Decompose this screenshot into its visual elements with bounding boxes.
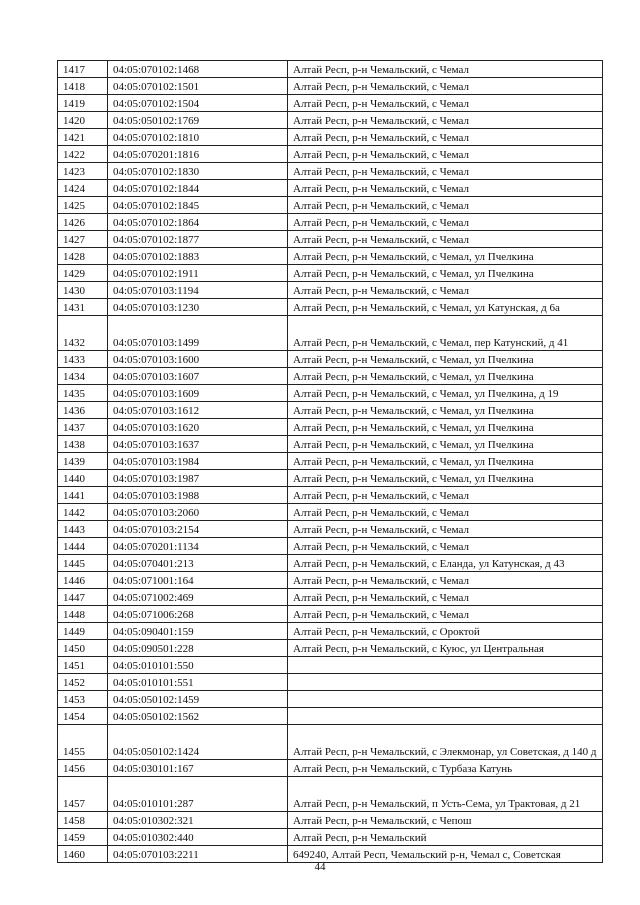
row-number-cell: 1440 xyxy=(58,470,108,487)
address-cell: Алтай Респ, р-н Чемальский xyxy=(288,829,603,846)
address-cell: Алтай Респ, р-н Чемальский, с Чемал xyxy=(288,521,603,538)
table-row xyxy=(58,197,603,214)
row-number-cell: 1422 xyxy=(58,146,108,163)
row-number-cell: 1428 xyxy=(58,248,108,265)
row-number-cell: 1446 xyxy=(58,572,108,589)
row-number-cell: 1458 xyxy=(58,812,108,829)
row-number-cell: 1431 xyxy=(58,299,108,316)
table-row xyxy=(58,538,603,555)
cadastral-number-cell: 04:05:070102:1864 xyxy=(108,214,288,231)
cadastral-number-cell: 04:05:070102:1844 xyxy=(108,180,288,197)
cadastral-number-cell: 04:05:070102:1504 xyxy=(108,95,288,112)
cadastral-number-cell: 04:05:070103:2154 xyxy=(108,521,288,538)
row-number-cell: 1423 xyxy=(58,163,108,180)
table-row xyxy=(58,214,603,231)
address-cell: Алтай Респ, р-н Чемальский, с Чемал xyxy=(288,197,603,214)
address-cell: Алтай Респ, р-н Чемальский, с Элекмонар, ул Советская, д 140 д xyxy=(288,725,603,760)
address-cell: Алтай Респ, р-н Чемальский, с Чемал, ул Пчелкина xyxy=(288,436,603,453)
table-row xyxy=(58,640,603,657)
cadastral-number-cell: 04:05:071002:469 xyxy=(108,589,288,606)
address-cell: Алтай Респ, р-н Чемальский, с Ороктой xyxy=(288,623,603,640)
address-cell: Алтай Респ, р-н Чемальский, с Чемал xyxy=(288,95,603,112)
page-number: 44 xyxy=(314,861,326,873)
cadastral-number-cell: 04:05:070103:1987 xyxy=(108,470,288,487)
cadastral-number-cell: 04:05:010101:287 xyxy=(108,777,288,812)
cadastral-number-cell: 04:05:070103:1230 xyxy=(108,299,288,316)
address-cell: Алтай Респ, р-н Чемальский, с Турбаза Катунь xyxy=(288,760,603,777)
address-cell: Алтай Респ, р-н Чемальский, с Чемал xyxy=(288,487,603,504)
row-number-cell: 1454 xyxy=(58,708,108,725)
address-cell: Алтай Респ, р-н Чемальский, с Чемал xyxy=(288,231,603,248)
table-row xyxy=(58,248,603,265)
row-number-cell: 1426 xyxy=(58,214,108,231)
cadastral-number-cell: 04:05:070103:1612 xyxy=(108,402,288,419)
cadastral-number-cell: 04:05:050102:1459 xyxy=(108,691,288,708)
table-row xyxy=(58,282,603,299)
property-register-table xyxy=(57,60,603,863)
table-row xyxy=(58,402,603,419)
row-number-cell: 1425 xyxy=(58,197,108,214)
address-cell: Алтай Респ, р-н Чемальский, с Чемал xyxy=(288,78,603,95)
cadastral-number-cell: 04:05:070103:1194 xyxy=(108,282,288,299)
row-number-cell: 1429 xyxy=(58,265,108,282)
table-row xyxy=(58,623,603,640)
row-number-cell: 1434 xyxy=(58,368,108,385)
table-row xyxy=(58,419,603,436)
cadastral-number-cell: 04:05:050102:1769 xyxy=(108,112,288,129)
table-row xyxy=(58,812,603,829)
row-number-cell: 1450 xyxy=(58,640,108,657)
table-row xyxy=(58,61,603,78)
address-cell: Алтай Респ, р-н Чемальский, с Чемал xyxy=(288,504,603,521)
address-cell: Алтай Респ, р-н Чемальский, с Чемал xyxy=(288,589,603,606)
table-row xyxy=(58,589,603,606)
row-number-cell: 1424 xyxy=(58,180,108,197)
address-cell: Алтай Респ, р-н Чемальский, с Чемал xyxy=(288,538,603,555)
cadastral-number-cell: 04:05:070103:1609 xyxy=(108,385,288,402)
address-cell: Алтай Респ, р-н Чемальский, с Чемал xyxy=(288,61,603,78)
address-cell: Алтай Респ, р-н Чемальский, с Чемал xyxy=(288,112,603,129)
address-cell: Алтай Респ, р-н Чемальский, п Усть-Сема, ул Трактовая, д 21 xyxy=(288,777,603,812)
row-number-cell: 1418 xyxy=(58,78,108,95)
table-row xyxy=(58,708,603,725)
address-cell: Алтай Респ, р-н Чемальский, с Чемал, ул Пчелкина xyxy=(288,419,603,436)
cadastral-number-cell: 04:05:070103:1499 xyxy=(108,316,288,351)
row-number-cell: 1453 xyxy=(58,691,108,708)
row-number-cell: 1459 xyxy=(58,829,108,846)
table-row xyxy=(58,487,603,504)
cadastral-number-cell: 04:05:070103:2060 xyxy=(108,504,288,521)
cadastral-number-cell: 04:05:010302:440 xyxy=(108,829,288,846)
table-row xyxy=(58,112,603,129)
row-number-cell: 1436 xyxy=(58,402,108,419)
address-cell: Алтай Респ, р-н Чемальский, с Чемал, ул Пчелкина xyxy=(288,402,603,419)
table-row xyxy=(58,299,603,316)
address-cell: Алтай Респ, р-н Чемальский, с Чемал xyxy=(288,129,603,146)
cadastral-number-cell: 04:05:070102:1883 xyxy=(108,248,288,265)
table-row xyxy=(58,316,603,351)
cadastral-number-cell: 04:05:070103:1620 xyxy=(108,419,288,436)
row-number-cell: 1417 xyxy=(58,61,108,78)
table-row xyxy=(58,95,603,112)
row-number-cell: 1439 xyxy=(58,453,108,470)
address-cell: Алтай Респ, р-н Чемальский, с Чемал, ул Пчелкина xyxy=(288,248,603,265)
cadastral-number-cell: 04:05:030101:167 xyxy=(108,760,288,777)
address-cell: Алтай Респ, р-н Чемальский, с Чемал, ул Пчелкина xyxy=(288,351,603,368)
table-row xyxy=(58,470,603,487)
table-row xyxy=(58,231,603,248)
cadastral-number-cell: 04:05:070103:2211 xyxy=(108,846,288,863)
cadastral-number-cell: 04:05:071001:164 xyxy=(108,572,288,589)
cadastral-number-cell: 04:05:010101:551 xyxy=(108,674,288,691)
address-cell: Алтай Респ, р-н Чемальский, с Чемал xyxy=(288,214,603,231)
address-cell: Алтай Респ, р-н Чемальский, с Чемал, пер Катунский, д 41 xyxy=(288,316,603,351)
cadastral-number-cell: 04:05:070103:1637 xyxy=(108,436,288,453)
table-row xyxy=(58,521,603,538)
address-cell: Алтай Респ, р-н Чемальский, с Чемал, ул Пчелкина xyxy=(288,368,603,385)
row-number-cell: 1443 xyxy=(58,521,108,538)
address-cell: Алтай Респ, р-н Чемальский, с Чемал xyxy=(288,180,603,197)
cadastral-number-cell: 04:05:070201:1134 xyxy=(108,538,288,555)
address-cell: 649240, Алтай Респ, Чемальский р-н, Чемал с, Советская xyxy=(288,846,603,863)
cadastral-number-cell: 04:05:070102:1468 xyxy=(108,61,288,78)
row-number-cell: 1421 xyxy=(58,129,108,146)
address-cell xyxy=(288,708,603,725)
address-cell: Алтай Респ, р-н Чемальский, с Еланда, ул Катунская, д 43 xyxy=(288,555,603,572)
row-number-cell: 1441 xyxy=(58,487,108,504)
table-row xyxy=(58,351,603,368)
row-number-cell: 1419 xyxy=(58,95,108,112)
row-number-cell: 1447 xyxy=(58,589,108,606)
table-row xyxy=(58,265,603,282)
row-number-cell: 1448 xyxy=(58,606,108,623)
cadastral-number-cell: 04:05:070102:1877 xyxy=(108,231,288,248)
address-cell: Алтай Респ, р-н Чемальский, с Чемал xyxy=(288,572,603,589)
row-number-cell: 1449 xyxy=(58,623,108,640)
cadastral-number-cell: 04:05:050102:1562 xyxy=(108,708,288,725)
row-number-cell: 1427 xyxy=(58,231,108,248)
cadastral-number-cell: 04:05:090401:159 xyxy=(108,623,288,640)
row-number-cell: 1420 xyxy=(58,112,108,129)
table-row xyxy=(58,436,603,453)
table-row xyxy=(58,78,603,95)
row-number-cell: 1460 xyxy=(58,846,108,863)
address-cell: Алтай Респ, р-н Чемальский, с Куюс, ул Центральная xyxy=(288,640,603,657)
table-row xyxy=(58,163,603,180)
address-cell: Алтай Респ, р-н Чемальский, с Чемал, ул Пчелкина, д 19 xyxy=(288,385,603,402)
row-number-cell: 1442 xyxy=(58,504,108,521)
address-cell: Алтай Респ, р-н Чемальский, с Чемал xyxy=(288,282,603,299)
cadastral-number-cell: 04:05:090501:228 xyxy=(108,640,288,657)
address-cell: Алтай Респ, р-н Чемальский, с Чемал, ул Пчелкина xyxy=(288,470,603,487)
table-row xyxy=(58,777,603,812)
row-number-cell: 1430 xyxy=(58,282,108,299)
table-row xyxy=(58,691,603,708)
row-number-cell: 1437 xyxy=(58,419,108,436)
address-cell: Алтай Респ, р-н Чемальский, с Чемал xyxy=(288,146,603,163)
row-number-cell: 1452 xyxy=(58,674,108,691)
table-row xyxy=(58,846,603,863)
row-number-cell: 1445 xyxy=(58,555,108,572)
cadastral-number-cell: 04:05:070102:1911 xyxy=(108,265,288,282)
row-number-cell: 1432 xyxy=(58,316,108,351)
address-cell xyxy=(288,657,603,674)
row-number-cell: 1433 xyxy=(58,351,108,368)
address-cell: Алтай Респ, р-н Чемальский, с Чемал, ул Катунская, д 6а xyxy=(288,299,603,316)
cadastral-number-cell: 04:05:070102:1845 xyxy=(108,197,288,214)
cadastral-number-cell: 04:05:050102:1424 xyxy=(108,725,288,760)
row-number-cell: 1457 xyxy=(58,777,108,812)
cadastral-number-cell: 04:05:070103:1988 xyxy=(108,487,288,504)
table-row xyxy=(58,368,603,385)
table-row xyxy=(58,760,603,777)
table-row xyxy=(58,385,603,402)
table-row xyxy=(58,657,603,674)
cadastral-number-cell: 04:05:010101:550 xyxy=(108,657,288,674)
cadastral-number-cell: 04:05:010302:321 xyxy=(108,812,288,829)
address-cell xyxy=(288,674,603,691)
table-row xyxy=(58,180,603,197)
table-row xyxy=(58,129,603,146)
table-row xyxy=(58,146,603,163)
cadastral-number-cell: 04:05:070102:1501 xyxy=(108,78,288,95)
cadastral-number-cell: 04:05:070103:1607 xyxy=(108,368,288,385)
table-row xyxy=(58,572,603,589)
cadastral-number-cell: 04:05:070401:213 xyxy=(108,555,288,572)
table-row xyxy=(58,555,603,572)
table-row xyxy=(58,606,603,623)
address-cell: Алтай Респ, р-н Чемальский, с Чемал xyxy=(288,163,603,180)
table-row xyxy=(58,674,603,691)
table-row xyxy=(58,504,603,521)
row-number-cell: 1455 xyxy=(58,725,108,760)
row-number-cell: 1456 xyxy=(58,760,108,777)
cadastral-number-cell: 04:05:070103:1984 xyxy=(108,453,288,470)
row-number-cell: 1444 xyxy=(58,538,108,555)
table-row xyxy=(58,725,603,760)
cadastral-number-cell: 04:05:071006:268 xyxy=(108,606,288,623)
address-cell: Алтай Респ, р-н Чемальский, с Чемал, ул Пчелкина xyxy=(288,453,603,470)
row-number-cell: 1451 xyxy=(58,657,108,674)
cadastral-number-cell: 04:05:070201:1816 xyxy=(108,146,288,163)
address-cell: Алтай Респ, р-н Чемальский, с Чемал, ул Пчелкина xyxy=(288,265,603,282)
cadastral-number-cell: 04:05:070102:1830 xyxy=(108,163,288,180)
address-cell: Алтай Респ, р-н Чемальский, с Чемал xyxy=(288,606,603,623)
table-row xyxy=(58,453,603,470)
table-row xyxy=(58,829,603,846)
address-cell: Алтай Респ, р-н Чемальский, с Чепош xyxy=(288,812,603,829)
cadastral-number-cell: 04:05:070102:1810 xyxy=(108,129,288,146)
row-number-cell: 1435 xyxy=(58,385,108,402)
table-body xyxy=(58,61,603,863)
cadastral-number-cell: 04:05:070103:1600 xyxy=(108,351,288,368)
address-cell xyxy=(288,691,603,708)
row-number-cell: 1438 xyxy=(58,436,108,453)
